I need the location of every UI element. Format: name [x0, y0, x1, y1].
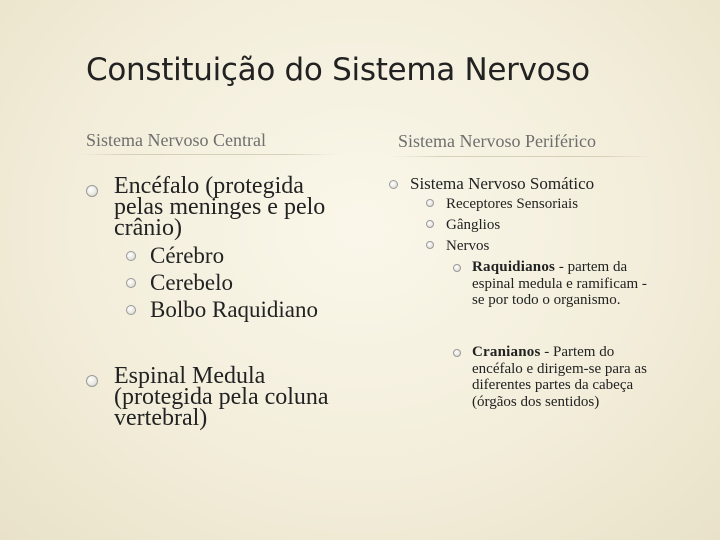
bullet-icon — [426, 241, 434, 249]
term-label: Cranianos — [472, 344, 541, 360]
right-heading-divider — [390, 156, 652, 157]
list-item-somatico — [410, 174, 660, 193]
list-item-espinal-medula — [114, 363, 354, 431]
sub-item-receptores — [446, 194, 656, 214]
bullet-icon — [86, 375, 98, 387]
sub-item-label: Cérebro — [150, 243, 225, 268]
bullet-icon — [389, 180, 398, 189]
sub-item-bolbo-raquidiano — [150, 298, 320, 322]
sub-item-ganglios — [446, 215, 656, 235]
bullet-icon — [126, 305, 136, 315]
list-item-encefalo — [114, 173, 354, 241]
term-label: Raquidianos — [472, 259, 556, 275]
bullet-icon — [86, 185, 98, 197]
slide-title: Constituição do Sistema Nervoso — [86, 52, 590, 88]
sub-item-cerebro — [150, 244, 320, 268]
list-item-label: Encéfalo (protegida pelas meninges e pelo crânio) — [114, 173, 326, 241]
bullet-icon — [426, 220, 434, 228]
sub-item-label: Nervos — [446, 238, 490, 254]
list-item-label: Espinal Medula (protegida pela coluna vertebral) — [114, 363, 329, 431]
sub-item-label: Receptores Sensoriais — [446, 196, 579, 212]
term-description: - Partem do encéfalo e dirigem-se para as diferentes partes da cabeça (órgãos dos sentidos) — [472, 344, 647, 410]
bullet-icon — [126, 251, 136, 261]
bullet-icon — [453, 349, 461, 357]
left-column-heading: Sistema Nervoso Central — [86, 130, 266, 150]
bullet-icon — [426, 199, 434, 207]
sub-sub-item-raquidianos — [472, 259, 647, 309]
bullet-icon — [453, 264, 461, 272]
right-column-heading: Sistema Nervoso Periférico — [398, 131, 596, 151]
bullet-icon — [126, 278, 136, 288]
sub-item-label: Cerebelo — [150, 270, 234, 295]
left-heading-divider — [78, 154, 338, 155]
sub-item-label: Gânglios — [446, 217, 501, 233]
sub-item-nervos — [446, 236, 656, 256]
sub-item-cerebelo — [150, 271, 320, 295]
list-item-label: Sistema Nervoso Somático — [410, 174, 595, 193]
sub-item-label: Bolbo Raquidiano — [150, 297, 319, 322]
term-description: - partem da espinal medula e ramificam -se por todo o organismo. — [472, 259, 647, 308]
sub-sub-item-cranianos — [472, 344, 647, 410]
